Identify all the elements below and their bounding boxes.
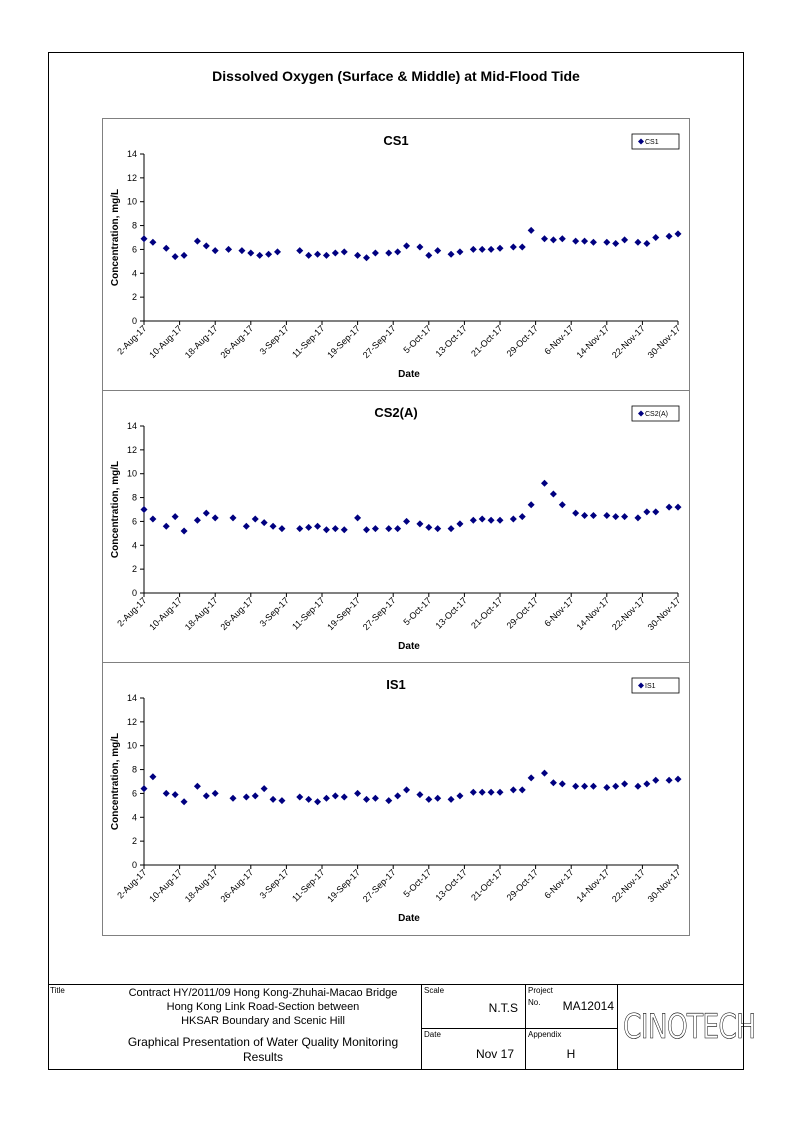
data-point bbox=[372, 250, 379, 257]
data-point bbox=[225, 246, 232, 253]
y-tick-label: 12 bbox=[126, 172, 137, 183]
date-label: Date bbox=[424, 1030, 441, 1039]
data-point bbox=[261, 785, 268, 792]
data-point bbox=[163, 790, 170, 797]
data-point bbox=[172, 253, 179, 260]
page-title: Dissolved Oxygen (Surface & Middle) at Mid-Flood Tide bbox=[212, 68, 580, 84]
data-point bbox=[181, 527, 188, 534]
data-point bbox=[425, 796, 432, 803]
y-tick-label: 8 bbox=[131, 492, 137, 503]
data-point bbox=[394, 792, 401, 799]
data-point bbox=[305, 796, 312, 803]
x-tick-label: 3-Sep-17 bbox=[257, 323, 291, 357]
y-tick-label: 2 bbox=[131, 564, 137, 575]
x-tick-label: 22-Nov-17 bbox=[610, 595, 647, 633]
data-point bbox=[634, 514, 641, 521]
data-point bbox=[652, 234, 659, 241]
data-point bbox=[470, 789, 477, 796]
y-tick-label: 4 bbox=[131, 540, 137, 551]
data-point bbox=[172, 791, 179, 798]
data-point bbox=[323, 252, 330, 259]
data-point bbox=[403, 518, 410, 525]
data-point bbox=[247, 250, 254, 257]
x-tick-label: 6-Nov-17 bbox=[542, 323, 576, 357]
scale-date-divider bbox=[422, 1028, 526, 1029]
data-point bbox=[621, 236, 628, 243]
data-point bbox=[510, 244, 517, 251]
presentation-line-2: Results bbox=[242, 1050, 283, 1064]
y-axis-title: Concentration, mg/L bbox=[110, 460, 121, 559]
title-block bbox=[48, 984, 756, 1070]
legend-label: CS1 bbox=[645, 139, 659, 146]
data-point bbox=[510, 516, 517, 523]
data-point bbox=[643, 780, 650, 787]
date-value: Nov 17 bbox=[475, 1047, 514, 1061]
data-point bbox=[323, 526, 330, 533]
data-point bbox=[528, 501, 535, 508]
logo-cell bbox=[618, 985, 756, 1070]
data-point bbox=[332, 792, 339, 799]
data-point bbox=[363, 254, 370, 261]
x-tick-label: 30-Nov-17 bbox=[645, 595, 683, 633]
x-tick-label: 10-Aug-17 bbox=[147, 867, 185, 905]
data-point bbox=[141, 235, 148, 242]
data-point bbox=[643, 240, 650, 247]
data-point bbox=[296, 525, 303, 532]
data-point bbox=[354, 514, 361, 521]
data-point bbox=[497, 789, 504, 796]
data-point bbox=[581, 238, 588, 245]
x-tick-label: 21-Oct-17 bbox=[469, 323, 505, 359]
project-appendix-divider bbox=[526, 1028, 618, 1029]
x-tick-label: 18-Aug-17 bbox=[182, 867, 220, 905]
data-point bbox=[274, 248, 281, 255]
data-point bbox=[519, 244, 526, 251]
data-point bbox=[261, 519, 268, 526]
chart-is1 bbox=[102, 662, 690, 936]
data-point bbox=[528, 774, 535, 781]
data-point bbox=[634, 239, 641, 246]
data-point bbox=[230, 795, 237, 802]
data-point bbox=[550, 236, 557, 243]
data-point bbox=[354, 252, 361, 259]
data-point bbox=[394, 248, 401, 255]
x-tick-label: 14-Nov-17 bbox=[574, 595, 612, 633]
x-tick-label: 2-Aug-17 bbox=[115, 595, 149, 629]
data-point bbox=[341, 526, 348, 533]
data-point bbox=[488, 789, 495, 796]
data-point bbox=[519, 513, 526, 520]
data-point bbox=[519, 786, 526, 793]
x-tick-label: 5-Oct-17 bbox=[401, 867, 434, 900]
data-point bbox=[603, 239, 610, 246]
data-point bbox=[550, 779, 557, 786]
data-point bbox=[497, 245, 504, 252]
data-point bbox=[212, 247, 219, 254]
y-tick-label: 12 bbox=[126, 716, 137, 727]
data-point bbox=[194, 238, 201, 245]
data-point bbox=[314, 523, 321, 530]
x-tick-label: 13-Oct-17 bbox=[433, 867, 469, 903]
y-tick-label: 6 bbox=[131, 244, 137, 255]
data-point bbox=[528, 227, 535, 234]
x-tick-label: 13-Oct-17 bbox=[433, 323, 469, 359]
y-axis-title: Concentration, mg/L bbox=[110, 188, 121, 287]
data-point bbox=[194, 783, 201, 790]
x-tick-label: 6-Nov-17 bbox=[542, 595, 576, 629]
data-point bbox=[323, 795, 330, 802]
scale-value: N.T.S bbox=[488, 1001, 518, 1015]
data-point bbox=[425, 252, 432, 259]
data-point bbox=[666, 233, 673, 240]
data-point bbox=[675, 776, 682, 783]
data-point bbox=[163, 245, 170, 252]
data-point bbox=[314, 798, 321, 805]
x-tick-label: 2-Aug-17 bbox=[115, 867, 149, 901]
data-point bbox=[354, 790, 361, 797]
data-point bbox=[470, 246, 477, 253]
data-point bbox=[559, 780, 566, 787]
x-tick-label: 5-Oct-17 bbox=[401, 323, 434, 356]
y-tick-label: 0 bbox=[131, 316, 137, 326]
data-point bbox=[416, 791, 423, 798]
data-point bbox=[456, 520, 463, 527]
y-tick-label: 10 bbox=[126, 740, 137, 751]
data-point bbox=[149, 516, 156, 523]
data-point bbox=[341, 248, 348, 255]
data-point bbox=[510, 786, 517, 793]
legend-label: CS2(A) bbox=[645, 411, 668, 418]
data-point bbox=[203, 792, 210, 799]
data-point bbox=[149, 239, 156, 246]
data-point bbox=[212, 790, 219, 797]
x-tick-label: 2-Aug-17 bbox=[115, 323, 149, 357]
data-point bbox=[141, 506, 148, 513]
data-point bbox=[448, 251, 455, 258]
data-point bbox=[332, 250, 339, 257]
x-tick-label: 22-Nov-17 bbox=[610, 323, 647, 361]
cinotech-logo: CINOTECH bbox=[623, 1007, 756, 1047]
appendix-value: H bbox=[566, 1047, 576, 1061]
y-tick-label: 14 bbox=[126, 421, 137, 431]
data-point bbox=[550, 490, 557, 497]
x-tick-label: 26-Aug-17 bbox=[218, 867, 256, 905]
x-tick-label: 29-Oct-17 bbox=[504, 867, 541, 903]
y-tick-label: 8 bbox=[131, 220, 137, 231]
x-tick-label: 3-Sep-17 bbox=[257, 867, 291, 901]
data-point bbox=[141, 785, 148, 792]
x-tick-label: 29-Oct-17 bbox=[504, 595, 541, 631]
y-tick-label: 4 bbox=[131, 268, 137, 279]
y-axis-title: Concentration, mg/L bbox=[110, 732, 121, 831]
y-tick-label: 6 bbox=[131, 788, 137, 799]
x-tick-label: 30-Nov-17 bbox=[645, 867, 683, 905]
x-tick-label: 10-Aug-17 bbox=[147, 323, 185, 361]
data-point bbox=[652, 777, 659, 784]
y-tick-label: 14 bbox=[126, 693, 137, 703]
data-point bbox=[448, 525, 455, 532]
data-point bbox=[448, 796, 455, 803]
y-tick-label: 14 bbox=[126, 149, 137, 159]
y-tick-label: 0 bbox=[131, 860, 137, 870]
data-point bbox=[612, 513, 619, 520]
data-point bbox=[385, 250, 392, 257]
x-tick-label: 19-Sep-17 bbox=[325, 595, 363, 633]
x-tick-label: 11-Sep-17 bbox=[290, 595, 327, 632]
data-point bbox=[203, 242, 210, 249]
data-point bbox=[666, 504, 673, 511]
data-point bbox=[394, 525, 401, 532]
scale-date-cell bbox=[422, 985, 526, 1070]
data-point bbox=[434, 525, 441, 532]
data-point bbox=[243, 523, 250, 530]
x-tick-label: 19-Sep-17 bbox=[325, 867, 363, 905]
data-point bbox=[572, 783, 579, 790]
x-tick-label: 21-Oct-17 bbox=[469, 595, 505, 631]
data-point bbox=[590, 239, 597, 246]
y-tick-label: 12 bbox=[126, 444, 137, 455]
data-point bbox=[675, 230, 682, 237]
x-axis-title: Date bbox=[398, 369, 420, 380]
data-point bbox=[652, 508, 659, 515]
data-point bbox=[434, 795, 441, 802]
x-tick-label: 30-Nov-17 bbox=[645, 323, 683, 361]
data-point bbox=[541, 770, 548, 777]
x-tick-label: 22-Nov-17 bbox=[610, 867, 647, 905]
legend-label: IS1 bbox=[645, 683, 656, 690]
x-tick-label: 26-Aug-17 bbox=[218, 323, 256, 361]
data-point bbox=[363, 526, 370, 533]
data-point bbox=[314, 251, 321, 258]
data-point bbox=[559, 235, 566, 242]
x-axis-title: Date bbox=[398, 913, 420, 924]
data-point bbox=[296, 247, 303, 254]
data-point bbox=[203, 510, 210, 517]
x-tick-label: 10-Aug-17 bbox=[147, 595, 185, 633]
presentation-line-1: Graphical Presentation of Water Quality Monitoring bbox=[127, 1035, 399, 1049]
data-point bbox=[479, 246, 486, 253]
chart-cs2a bbox=[102, 390, 690, 662]
data-point bbox=[572, 238, 579, 245]
data-point bbox=[541, 235, 548, 242]
data-point bbox=[603, 512, 610, 519]
y-tick-label: 10 bbox=[126, 196, 137, 207]
data-point bbox=[590, 512, 597, 519]
contract-line-3: HKSAR Boundary and Scenic Hill bbox=[181, 1015, 345, 1027]
x-tick-label: 5-Oct-17 bbox=[401, 595, 434, 628]
data-point bbox=[181, 798, 188, 805]
data-point bbox=[270, 523, 277, 530]
data-point bbox=[243, 794, 250, 801]
data-point bbox=[403, 786, 410, 793]
data-point bbox=[634, 783, 641, 790]
data-point bbox=[296, 794, 303, 801]
x-tick-label: 26-Aug-17 bbox=[218, 595, 256, 633]
y-tick-label: 2 bbox=[131, 292, 137, 303]
project-no-value: MA12014 bbox=[562, 999, 614, 1013]
data-point bbox=[581, 783, 588, 790]
data-point bbox=[172, 513, 179, 520]
scale-label: Scale bbox=[424, 986, 445, 995]
data-point bbox=[332, 525, 339, 532]
x-tick-label: 3-Sep-17 bbox=[257, 595, 291, 629]
y-tick-label: 6 bbox=[131, 516, 137, 527]
data-point bbox=[425, 524, 432, 531]
data-point bbox=[581, 512, 588, 519]
data-point bbox=[456, 248, 463, 255]
data-point bbox=[612, 240, 619, 247]
chart-title: CS2(A) bbox=[374, 405, 418, 420]
project-label: Project bbox=[528, 986, 553, 995]
data-point bbox=[305, 524, 312, 531]
data-point bbox=[488, 246, 495, 253]
data-point bbox=[416, 520, 423, 527]
data-point bbox=[212, 514, 219, 521]
title-label: Title bbox=[50, 986, 65, 995]
x-tick-label: 27-Sep-17 bbox=[360, 323, 398, 361]
data-point bbox=[385, 525, 392, 532]
project-appendix-cell bbox=[526, 985, 618, 1070]
contract-line-2: Hong Kong Link Road-Section between bbox=[166, 1001, 360, 1013]
x-tick-label: 11-Sep-17 bbox=[290, 323, 327, 360]
data-point bbox=[181, 252, 188, 259]
x-tick-label: 19-Sep-17 bbox=[325, 323, 363, 361]
data-point bbox=[488, 517, 495, 524]
chart-title: CS1 bbox=[383, 133, 409, 148]
x-tick-label: 21-Oct-17 bbox=[469, 867, 505, 903]
x-tick-label: 14-Nov-17 bbox=[574, 867, 612, 905]
y-tick-label: 0 bbox=[131, 588, 137, 598]
data-point bbox=[497, 517, 504, 524]
x-tick-label: 18-Aug-17 bbox=[182, 323, 220, 361]
data-point bbox=[675, 504, 682, 511]
data-point bbox=[194, 517, 201, 524]
chart-title: IS1 bbox=[386, 677, 406, 692]
appendix-label: Appendix bbox=[528, 1030, 562, 1039]
x-tick-label: 6-Nov-17 bbox=[542, 867, 576, 901]
data-point bbox=[252, 516, 259, 523]
data-point bbox=[470, 517, 477, 524]
y-tick-label: 10 bbox=[126, 468, 137, 479]
project-no-label: No. bbox=[528, 998, 541, 1007]
data-point bbox=[270, 796, 277, 803]
data-point bbox=[278, 797, 285, 804]
x-tick-label: 29-Oct-17 bbox=[504, 323, 541, 359]
contract-line-1: Contract HY/2011/09 Hong Kong-Zhuhai-Macao Bridge bbox=[128, 987, 398, 999]
x-tick-label: 14-Nov-17 bbox=[574, 323, 612, 361]
x-tick-label: 18-Aug-17 bbox=[182, 595, 220, 633]
data-point bbox=[559, 501, 566, 508]
data-point bbox=[621, 780, 628, 787]
chart-cs1 bbox=[102, 118, 690, 390]
data-point bbox=[456, 792, 463, 799]
data-point bbox=[603, 784, 610, 791]
data-point bbox=[403, 242, 410, 249]
data-point bbox=[163, 523, 170, 530]
x-axis-title: Date bbox=[398, 641, 420, 652]
data-point bbox=[238, 247, 245, 254]
data-point bbox=[434, 247, 441, 254]
data-point bbox=[666, 777, 673, 784]
data-point bbox=[305, 252, 312, 259]
x-tick-label: 13-Oct-17 bbox=[433, 595, 469, 631]
data-point bbox=[149, 773, 156, 780]
data-point bbox=[541, 480, 548, 487]
data-point bbox=[590, 783, 597, 790]
y-tick-label: 4 bbox=[131, 812, 137, 823]
data-point bbox=[372, 525, 379, 532]
data-point bbox=[416, 244, 423, 251]
x-tick-label: 27-Sep-17 bbox=[360, 595, 398, 633]
data-point bbox=[252, 792, 259, 799]
data-point bbox=[363, 796, 370, 803]
data-point bbox=[479, 789, 486, 796]
x-tick-label: 11-Sep-17 bbox=[290, 867, 327, 904]
data-point bbox=[372, 795, 379, 802]
title-cell bbox=[48, 985, 422, 1070]
y-tick-label: 8 bbox=[131, 764, 137, 775]
data-point bbox=[385, 797, 392, 804]
data-point bbox=[479, 516, 486, 523]
data-point bbox=[341, 794, 348, 801]
data-point bbox=[256, 252, 263, 259]
y-tick-label: 2 bbox=[131, 836, 137, 847]
data-point bbox=[643, 508, 650, 515]
data-point bbox=[278, 525, 285, 532]
x-tick-label: 27-Sep-17 bbox=[360, 867, 398, 905]
data-point bbox=[621, 513, 628, 520]
data-point bbox=[572, 510, 579, 517]
data-point bbox=[230, 514, 237, 521]
data-point bbox=[265, 251, 272, 258]
data-point bbox=[612, 783, 619, 790]
